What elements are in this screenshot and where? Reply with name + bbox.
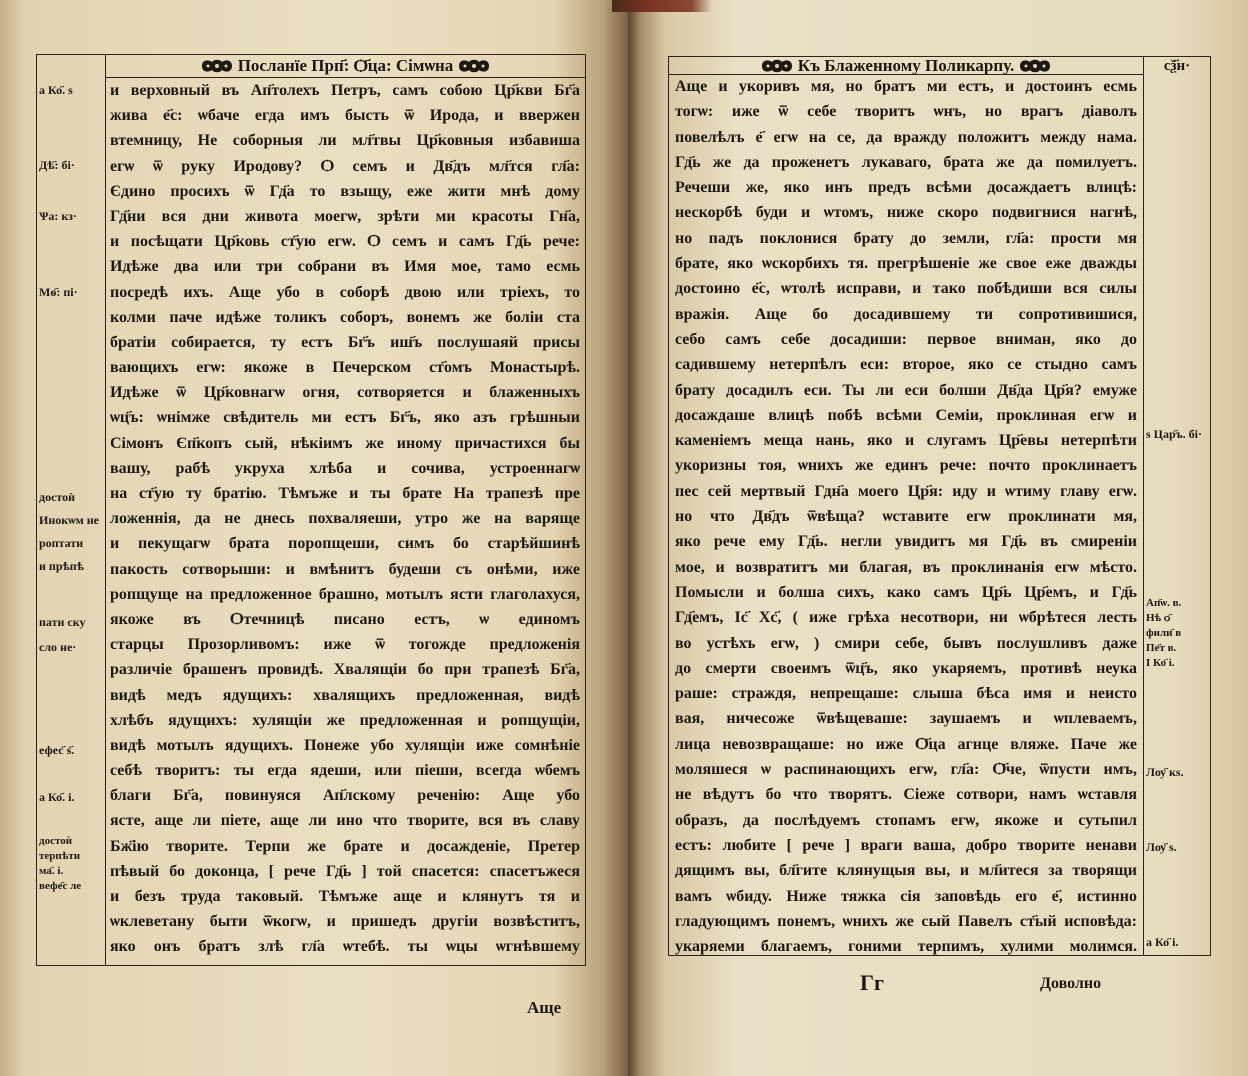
text-line: хлѣбъ ядущихъ: хулящiи же предложенная и ропщущiи,	[110, 711, 580, 729]
text-line: Аще и укоривъ мя, но братъ ми естъ, и достоинъ есмь	[675, 78, 1137, 95]
text-line: Помысли и болша сихъ, како самъ Цр҃ь Цр҃емъ, и Гд҃ь	[675, 583, 1137, 601]
text-line: повелѣлъ е҃ егѡ на се, да вражду положитъ между нама.	[675, 128, 1137, 146]
text-line: себѣ творитъ: ты егда ядеши, или пiеши, всегда ѡбемъ	[110, 762, 580, 780]
header-ornament-icon	[200, 57, 234, 75]
header-ornament-icon	[457, 57, 491, 75]
book-top-edge	[612, 0, 712, 12]
text-line: лица невозвращаше: но иже Ѻ҃ца агнце вляже. Паче же	[675, 735, 1137, 753]
header-ornament-icon	[1018, 57, 1052, 74]
text-line: пес сей мертвый Гдн҃а моего Цр҃я: иду и ѡтиму главу егѡ.	[675, 482, 1137, 500]
left-catchword: Аще	[527, 998, 562, 1017]
left-margin-note: Мѳ҃: пі·	[39, 285, 78, 299]
text-line: яко рече ему Гд҃ь. негли увидитъ мя Гд҃ь въ смиренiи	[675, 533, 1137, 551]
text-line: вамъ ѡбиду. Ниже тяжка сiя заповѣдь его е҃, истинно	[675, 887, 1137, 905]
text-line: ропщуще на предложенное брашно, мотылъ ясти глаголахуся,	[110, 585, 580, 603]
right-margin-note: Лѹ҃ кѕ.	[1146, 765, 1184, 779]
text-line: пакость сотворыши: и вмѣнитъ будеши съ онѣми, иже	[110, 560, 580, 578]
text-line: но падъ поклонися брату до земли, гл҃а: прости мя	[675, 229, 1137, 247]
left-margin-note: а Ко҃. ѕ	[39, 83, 73, 97]
text-line: яко онъ братъ злѣ гл҃а ѡтебѣ. ты ѡцы ѡгнѣвшему	[110, 938, 580, 956]
text-line: Сiмонъ Єп҃копъ сый, нѣкiимъ же иному причастихся бы	[110, 434, 580, 452]
text-line: образъ, да послѣдуемъ стопамъ егѡ, якоже и сутьпил	[675, 811, 1137, 829]
text-line: егѡ ѿ руку Иродову? Ѻ семъ и Дв҃дъ мл҃тся гл҃а:	[110, 157, 580, 175]
left-margin-note: достоѝ Инокѡм не роптати и прѣпѣ	[39, 490, 99, 573]
left-margin-note: а Ко҃. і.	[39, 790, 75, 804]
text-line: себо самъ себе досадиши: первое вниман, яко до	[675, 330, 1137, 348]
right-text-column	[675, 74, 1137, 959]
left-margin-note: Ѱа: кз·	[39, 209, 77, 223]
signature-mark: Гг	[860, 970, 884, 995]
right-catchword: Доволно	[1040, 975, 1102, 992]
text-line: Гд҃ни вся дни живота моегѡ, зрѣти ми красоты Гн҃а,	[110, 207, 580, 225]
text-line: ѡц҃ъ: ѡнiмже свѣдитель ми естъ Бг҃ъ, яко азъ грѣшныи	[110, 409, 580, 427]
right-margin-note: ѕ Цар҃ъ. бі·	[1146, 427, 1203, 441]
text-line: Бж҃iю творите. Терпи же брате и досажденiе, Претер	[110, 837, 580, 855]
text-line: ложеннiя, да не днесь похваляеши, утро же на варяще	[110, 510, 580, 528]
text-line: Идѣже ѿ Цр҃ковнагѡ огня, сотворяется и блаженныхъ	[110, 384, 580, 402]
text-line: брату досадилъ еси. Ты ли еси болши Дв҃да Цр҃я? емуже	[675, 381, 1137, 399]
text-line: Идѣже два или три собрани въ Имя мое, тамо есмь	[110, 258, 580, 276]
text-line: до смерти своеимъ ѿц҃ъ, яко укаряемъ, противѣ неука	[675, 659, 1137, 677]
left-text-column	[110, 78, 580, 960]
text-line: брате, яко ѡскорбихъ тя. прегрѣшенiе же свое еже дважды	[675, 255, 1137, 273]
left-running-header	[106, 55, 585, 77]
text-line: Гд҃емъ, Іс҃ Хс҃, ( иже грѣха несотвори, ни ѡбрѣтеся лесть	[675, 609, 1137, 627]
text-line: посредѣ ихъ. Аще убо в соборѣ двою или трiехъ, то	[110, 283, 580, 301]
left-margin-rule	[105, 54, 106, 966]
text-line: старцы Прозорливомъ: иже ѿ тогожде предложенiя	[110, 636, 580, 654]
text-line: укаряеми благаемъ, гоними терпимъ, хулими молимся.	[675, 938, 1137, 956]
text-line: моляшеся ѡ распинающихъ егѡ, гл҃а: Ѻ҃че, ѿпусти имъ,	[675, 761, 1137, 779]
text-line: втемницу, Не соборныя ли мл҃твы Цр҃ковныя избавиша	[110, 132, 580, 150]
text-line: дящимъ вы, бл҃гите клянущыя вы, и мл҃итеся за творящи	[675, 862, 1137, 880]
text-line: видѣ медъ ядущихъ: хвалящихъ предложенная, видѣ	[110, 686, 580, 704]
right-margin-note: Лѹ҃ ѕ.	[1146, 840, 1177, 854]
text-line: естъ: любите [ рече ] враги ваша, добро творите ненави	[675, 836, 1137, 854]
page-number: сѯ҃н·	[1163, 58, 1191, 74]
text-line: но что Дв҃дъ ѿвѣща? ѡставите егѡ проклинати мя,	[675, 508, 1137, 526]
text-line: тогѡ: иже ѿ себе творитъ ѡнъ, но врагъ дiаволъ	[675, 103, 1137, 121]
text-line: досаждаше влицѣ побѣ всѣми Семiи, проклиная егѡ и	[675, 406, 1137, 424]
text-line: вая, ничесоже ѿвѣщеваше: заушаемъ и ѡплеваемъ,	[675, 710, 1137, 728]
text-line: колми паче идѣже толикъ соборъ, вонемъ же болiи ста	[110, 308, 580, 326]
text-line: укоризны тоя, ѡнихъ же единъ рече: почто проклинаетъ	[675, 457, 1137, 475]
text-line: каменiемъ меща нань, яко и слугамъ Цр҃евы нетерпѣти	[675, 432, 1137, 450]
text-line: благи Бг҃а, повинуяся Ап҃лскому реченiю: Аще убо	[110, 787, 580, 805]
text-line: гладующимъ понемъ, ѡнихъ же сый Павелъ ст҃ый исповѣда:	[675, 912, 1137, 930]
left-margin-note: пати ску сло не·	[39, 615, 86, 654]
text-line: братiи собирается, ту естъ Бг҃ъ иш҃ъ послушаяй присы	[110, 333, 580, 351]
text-line: садившему нетерпѣлъ еси: второе, яко се стыдно самъ	[675, 356, 1137, 374]
text-line: не вѣдутъ бо что творятъ. Сiеже сотвори, намъ ѡставля	[675, 786, 1137, 804]
left-margin-note: достоѝ терпѣти ма҃. і. вефе҃с ле	[39, 835, 82, 892]
text-line: вражiя. Аще бо досадившему ти сопротивишися,	[675, 305, 1137, 323]
text-line: Гд҃ь же да проженетъ лукаваго, брата же да помилуетъ.	[675, 153, 1137, 171]
text-line: якоже въ Ѻтечницѣ писано естъ, ѡ единомъ	[110, 610, 580, 628]
text-line: достоино е҃с, ѡтолѣ исправи, и тако побѣдиши вся силы	[675, 280, 1137, 298]
text-line: вающихъ егѡ: якоже в Печерском ст҃омъ Монастырѣ.	[110, 359, 580, 377]
text-line: и посѣщати Цр҃ковь ст҃ую егѡ. Ѻ семъ и самъ Гд҃ь рече:	[110, 233, 580, 251]
text-line: и верховный въ Ап҃толехъ Петръ, самъ собою Цр҃кви Бг҃а	[110, 82, 580, 99]
text-line: пѣвый бо доконца, [ рече Гд҃ь ] той спасется: спасетъжеся	[110, 862, 580, 880]
left-margin-note: Дѣ҃: бі·	[39, 158, 75, 172]
right-running-header	[669, 57, 1143, 74]
right-margin-note: Ап҃ѡ. в. Нѣ ѻ҃ фили҃ в Пе҃т в. І Ко҃ і.	[1146, 597, 1182, 669]
text-line: ѡклеветану быти ѿкогѡ, и пришедъ другiи возвѣститъ,	[110, 913, 580, 931]
text-line: мое, и возвратитъ ми благая, въ проклинанiя егѡ мѣсто.	[675, 558, 1137, 576]
text-line: Речеши же, яко инъ предъ всѣми досаждаетъ влицѣ:	[675, 179, 1137, 197]
text-line: и безъ труда таковый. Тѣмъже аще и клянутъ тя и	[110, 888, 580, 905]
left-header-title: Посланїе Прп҃: Ѻ҃ца: Сімѡна	[237, 56, 454, 75]
right-margin-note: а Ко҃ і.	[1146, 935, 1179, 949]
text-line: во устѣхъ егѡ, ) смири себе, бывъ послушливъ даже	[675, 634, 1137, 652]
text-line: вашу, рабѣ укруха хлѣба и сочива, устроеннагѡ	[110, 459, 580, 477]
text-line: жива е҃с: ѡбаче егда имъ бысть ѿ Ирода, и ввержен	[110, 107, 580, 125]
right-margin-rule	[1143, 56, 1144, 956]
text-line: ясте, аще ли пiете, аще ли ино что творите, вся въ славу	[110, 812, 580, 830]
text-line: различiе брашенъ провидѣ. Хвалящiи бо при трапезѣ Бг҃а,	[110, 661, 580, 679]
left-margin-note: ефес҃ ѕ҃.	[39, 743, 75, 757]
header-ornament-icon	[760, 57, 794, 74]
text-line: на ст҃ую ту братiю. Тѣмъже и ты брате На трапезѣ пре	[110, 485, 580, 502]
text-line: Єдино просихъ ѿ Гд҃а то взыщу, еже жити мнѣ дому	[110, 182, 580, 200]
right-header-title: Къ Блаженному Поликарпу.	[797, 57, 1015, 74]
text-line: раше: страждя, непрещаше: слыша бѣса имя и неисто	[675, 685, 1137, 703]
text-line: и пекущагѡ брата поропщеши, симъ бо старѣйшинѣ	[110, 535, 580, 553]
text-line: видѣ мотылъ ядущихъ. Понеже убо хулящiи иже сомнѣнiе	[110, 736, 580, 754]
text-line: нескорбѣ буди и ѡтомъ, ниже скоро подвигнися нагнѣ,	[675, 204, 1137, 222]
